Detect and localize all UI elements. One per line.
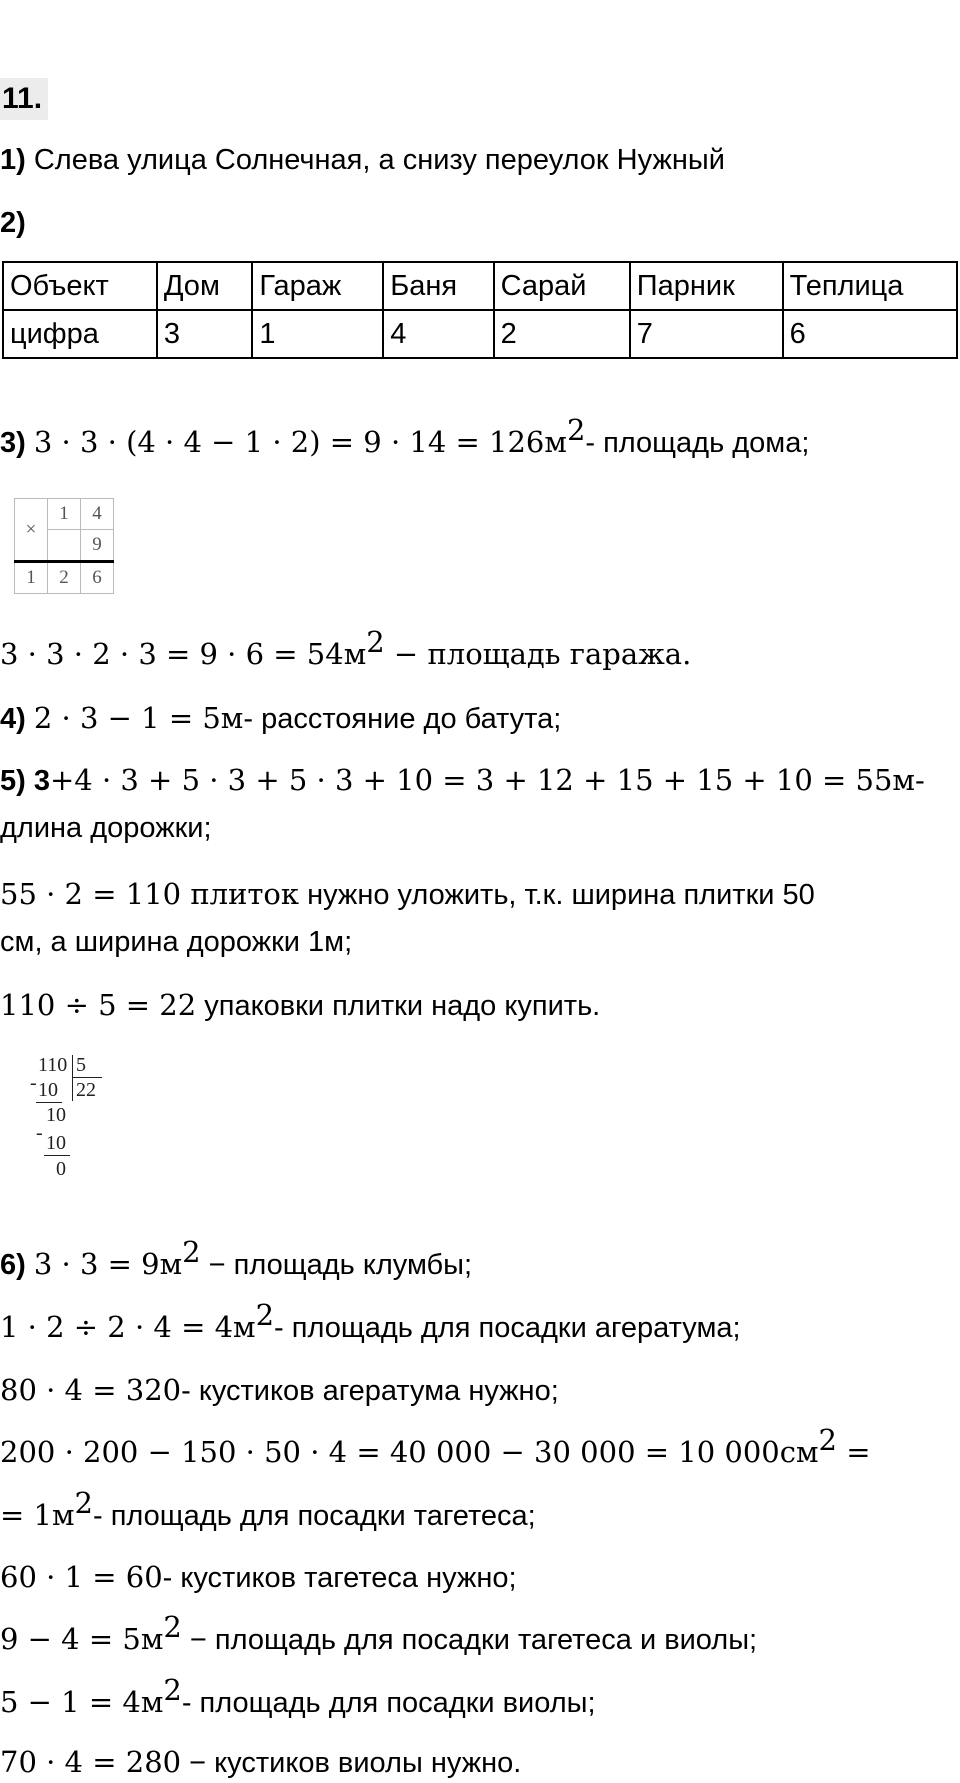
formula: 60 · 1 = 60 [0, 1560, 163, 1594]
multiplication-grid [14, 498, 114, 594]
table-cell: Парник [630, 262, 783, 310]
question-5-line-3 [0, 874, 815, 915]
explanation-text: - расстояние до батута; [243, 703, 562, 735]
formula: 80 · 4 = 320 [0, 1373, 182, 1407]
formula: 110 ÷ 5 = 22 [0, 988, 197, 1022]
table-cell: Сарай [494, 262, 630, 310]
table-cell: 4 [383, 310, 493, 358]
table-cell: 6 [783, 310, 957, 358]
table-cell: Гараж [252, 262, 383, 310]
exponent: 2 [566, 413, 586, 447]
explanation-text: - площадь дома; [585, 427, 810, 459]
explanation-text: = [836, 1435, 871, 1469]
formula: 200 · 200 − 150 · 50 · 4 = 40 000 − 30 000 = 10 000см [0, 1435, 819, 1469]
explanation-text: - площадь для посадки тагетеса; [92, 1500, 536, 1532]
formula: 3 · 3 · 2 · 3 = 9 · 6 = 54м [0, 637, 367, 671]
formula: 3 · 3 = 9м [33, 1247, 183, 1281]
explanation-text: − площадь для посадки тагетеса и виолы; [181, 1624, 758, 1656]
question-2-number: 2) [0, 207, 26, 239]
question-6-line-1 [0, 1235, 473, 1285]
exponent: 2 [163, 1610, 182, 1644]
question-5-line-1 [0, 760, 925, 801]
question-6-line-2 [0, 1298, 741, 1348]
question-6-line-3 [0, 1370, 559, 1411]
table-cell: 7 [630, 310, 783, 358]
divisor: 5 [76, 1054, 86, 1076]
exponent: 2 [818, 1423, 837, 1457]
formula: +4 · 3 + 5 · 3 + 5 · 3 + 10 = 3 + 12 + 15 + 15 + 10 = 55м- [49, 763, 925, 797]
exponent: 2 [366, 625, 385, 659]
long-division [30, 1055, 120, 1195]
question-5-line-2: длина дорожки; [0, 812, 212, 844]
explanation-text: - площадь для посадки агератума; [274, 1312, 741, 1344]
question-6-number: 6) [0, 1249, 26, 1281]
multiply-sign: × [15, 499, 48, 562]
question-1 [0, 140, 725, 180]
grid-digit: 9 [81, 530, 114, 562]
question-6-line-5 [0, 1486, 536, 1536]
grid-digit: 2 [48, 562, 81, 594]
quotient: 22 [76, 1079, 96, 1101]
question-6-line-9 [0, 1742, 521, 1783]
division-bar [72, 1055, 73, 1101]
table-cell: цифра [3, 310, 157, 358]
subtrahend: 10 [46, 1132, 66, 1154]
exponent: 2 [74, 1486, 93, 1520]
division-line [36, 1102, 62, 1103]
table-cell: Дом [157, 262, 253, 310]
question-4-number: 4) [0, 703, 26, 735]
explanation-text: - кустиков агератума нужно; [181, 1375, 559, 1407]
explanation-text: - площадь для посадки виолы; [181, 1687, 596, 1719]
question-4 [0, 698, 561, 739]
question-6-line-6 [0, 1557, 517, 1598]
table-cell: 2 [494, 310, 630, 358]
grid-digit: 1 [48, 499, 81, 530]
explanation-text: упаковки плитки надо купить. [196, 990, 601, 1022]
question-1-number: 1) [0, 144, 26, 176]
minus-sign: - [30, 1072, 37, 1094]
table-cell: Теплица [783, 262, 957, 310]
table-cell: 1 [252, 310, 383, 358]
explanation-text: − кустиков виолы нужно. [181, 1747, 522, 1779]
question-6-line-7 [0, 1610, 758, 1660]
question-3-line-2 [0, 625, 692, 675]
question-5-line-4: см, а ширина дорожки 1м; [0, 926, 353, 958]
grid-digit: 4 [81, 499, 114, 530]
formula: 5 − 1 = 4м [0, 1685, 164, 1719]
question-5-number: 5) 3 [0, 765, 50, 797]
grid-digit [48, 530, 81, 562]
subtrahend: 10 [38, 1079, 58, 1101]
formula: 3 · 3 · (4 · 4 − 1 · 2) = 9 · 14 = 126м [33, 425, 567, 459]
division-line [72, 1077, 102, 1078]
question-6-line-8 [0, 1673, 596, 1723]
grid-digit: 1 [15, 562, 48, 594]
remainder: 0 [56, 1158, 66, 1180]
table-cell: Баня [383, 262, 493, 310]
table-row-digits [3, 310, 957, 358]
question-6-line-4 [0, 1423, 871, 1473]
formula: 70 · 4 = 280 [0, 1745, 182, 1779]
explanation-text: − площадь гаража. [384, 637, 692, 671]
division-line [44, 1155, 70, 1156]
exponent: 2 [163, 1673, 182, 1707]
grid-digit: 6 [81, 562, 114, 594]
table-cell: Объект [3, 262, 157, 310]
formula: = 1м [0, 1498, 75, 1532]
exponent: 2 [255, 1298, 275, 1332]
table-cell: 3 [157, 310, 253, 358]
question-3-number: 3) [0, 427, 26, 459]
question-5-line-5 [0, 985, 600, 1026]
table-row-objects [3, 262, 957, 310]
exponent: 2 [182, 1235, 201, 1269]
remainder: 10 [46, 1104, 66, 1126]
objects-table [2, 261, 958, 359]
formula: 1 · 2 ÷ 2 · 4 = 4м [0, 1310, 256, 1344]
problem-number: 11. [0, 78, 48, 120]
explanation-text: нужно уложить, т.к. ширина плитки 50 [299, 879, 815, 911]
explanation-text: − площадь клумбы; [200, 1249, 473, 1281]
minus-sign: - [36, 1122, 43, 1144]
question-1-text: Слева улица Солнечная, а снизу переулок Нужный [33, 144, 725, 176]
formula: 2 · 3 − 1 = 5м [33, 701, 244, 735]
formula: 9 − 4 = 5м [0, 1622, 164, 1656]
explanation-text: - кустиков тагетеса нужно; [162, 1562, 517, 1594]
dividend: 110 [38, 1054, 68, 1076]
formula: 55 · 2 = 110 плиток [0, 877, 300, 911]
question-3-line-1 [0, 413, 810, 463]
